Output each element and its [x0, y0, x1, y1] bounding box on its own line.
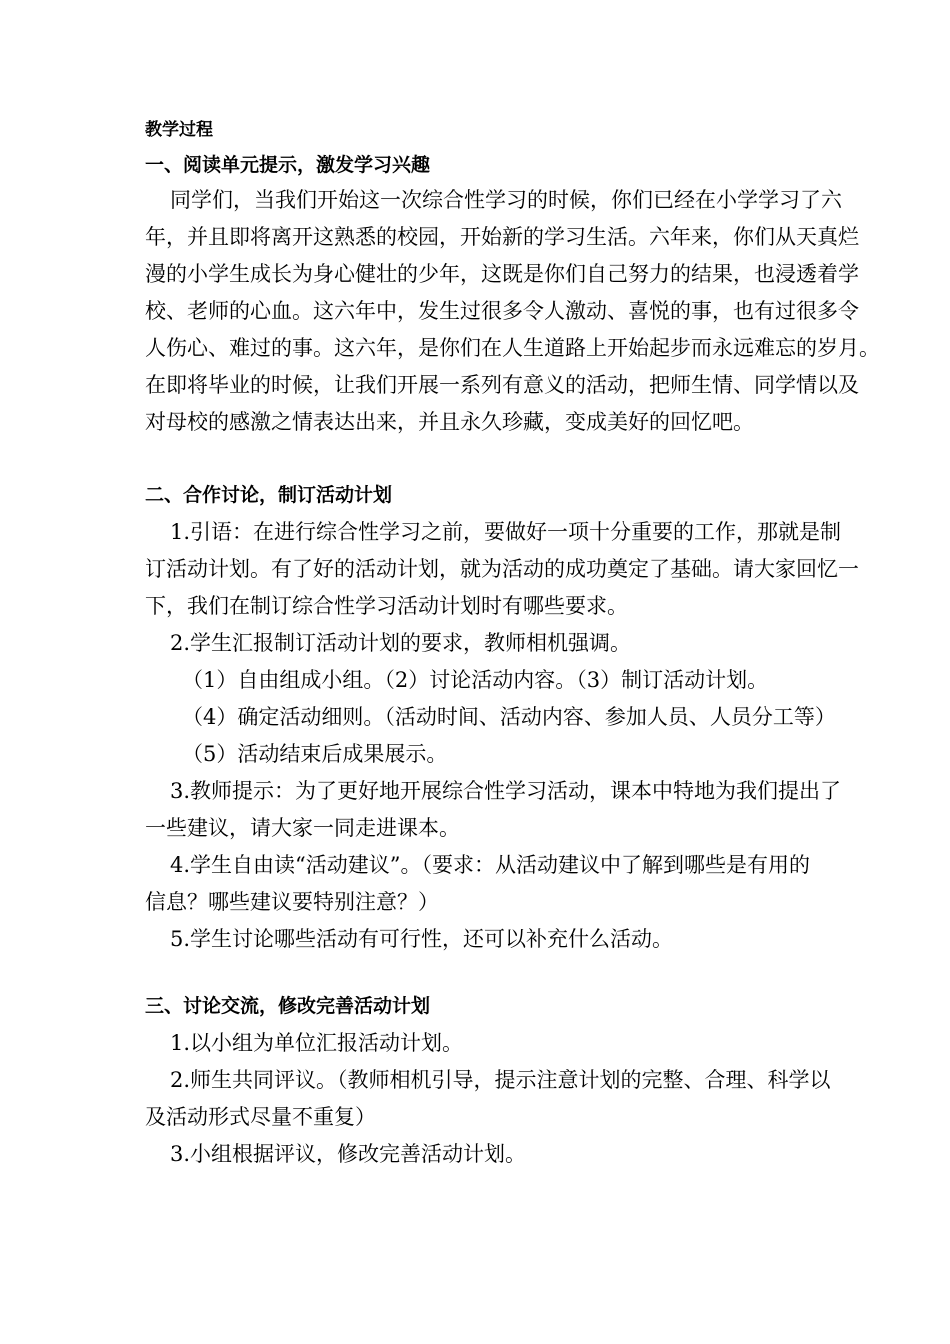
- paragraph-line: 一些建议，请大家一同走进课本。: [145, 816, 460, 840]
- paragraph-line: 1.引语：在进行综合性学习之前，要做好一项十分重要的工作，那就是制: [170, 520, 842, 544]
- list-item: （4）确定活动细则。（活动时间、活动内容、参加人员、人员分工等）: [182, 705, 836, 729]
- paragraph-line: 4.学生自由读“活动建议”。（要求：从活动建议中了解到哪些是有用的: [170, 853, 811, 877]
- paragraph-line: 年，并且即将离开这熟悉的校园，开始新的学习生活。六年来，你们从天真烂: [145, 225, 859, 249]
- paragraph-line: 2.师生共同评议。（教师相机引导，提示注意计划的完整、合理、科学以: [170, 1068, 831, 1092]
- paragraph-line: 1.以小组为单位汇报活动计划。: [170, 1031, 464, 1055]
- paragraph-line: 校、老师的心血。这六年中，发生过很多令人激动、喜悦的事，也有过很多令: [145, 299, 859, 323]
- document-title: 教学过程: [145, 120, 213, 140]
- section-heading: 一、阅读单元提示，激发学习兴趣: [145, 154, 431, 176]
- paragraph-line: 漫的小学生成长为身心健壮的少年，这既是你们自己努力的结果，也浸透着学: [145, 262, 859, 286]
- paragraph-line: 在即将毕业的时候，让我们开展一系列有意义的活动，把师生情、同学情以及: [145, 373, 859, 397]
- section-heading: 二、合作讨论，制订活动计划: [145, 484, 393, 506]
- list-item: （1）自由组成小组。（2）讨论活动内容。（3）制订活动计划。: [182, 668, 769, 692]
- paragraph-line: 5.学生讨论哪些活动有可行性，还可以补充什么活动。: [170, 927, 674, 951]
- paragraph-line: 同学们，当我们开始这一次综合性学习的时候，你们已经在小学学习了六: [170, 188, 842, 212]
- paragraph-line: 订活动计划。有了好的活动计划，就为活动的成功奠定了基础。请大家回忆一: [145, 557, 859, 581]
- paragraph-line: 3.小组根据评议，修改完善活动计划。: [170, 1142, 527, 1166]
- paragraph-line: 下，我们在制订综合性学习活动计划时有哪些要求。: [145, 594, 628, 618]
- paragraph-line: 3.教师提示：为了更好地开展综合性学习活动，课本中特地为我们提出了: [170, 779, 842, 803]
- list-item: （5）活动结束后成果展示。: [182, 742, 448, 766]
- paragraph-line: 人伤心、难过的事。这六年，是你们在人生道路上开始起步而永远难忘的岁月。: [145, 336, 880, 360]
- paragraph-line: 及活动形式尽量不重复）: [145, 1105, 376, 1129]
- paragraph-line: 对母校的感激之情表达出来，并且永久珍藏，变成美好的回忆吧。: [145, 410, 754, 434]
- paragraph-line: 信息？哪些建议要特别注意？）: [145, 890, 439, 914]
- section-heading: 三、讨论交流，修改完善活动计划: [145, 995, 431, 1017]
- paragraph-line: 2.学生汇报制订活动计划的要求，教师相机强调。: [170, 631, 632, 655]
